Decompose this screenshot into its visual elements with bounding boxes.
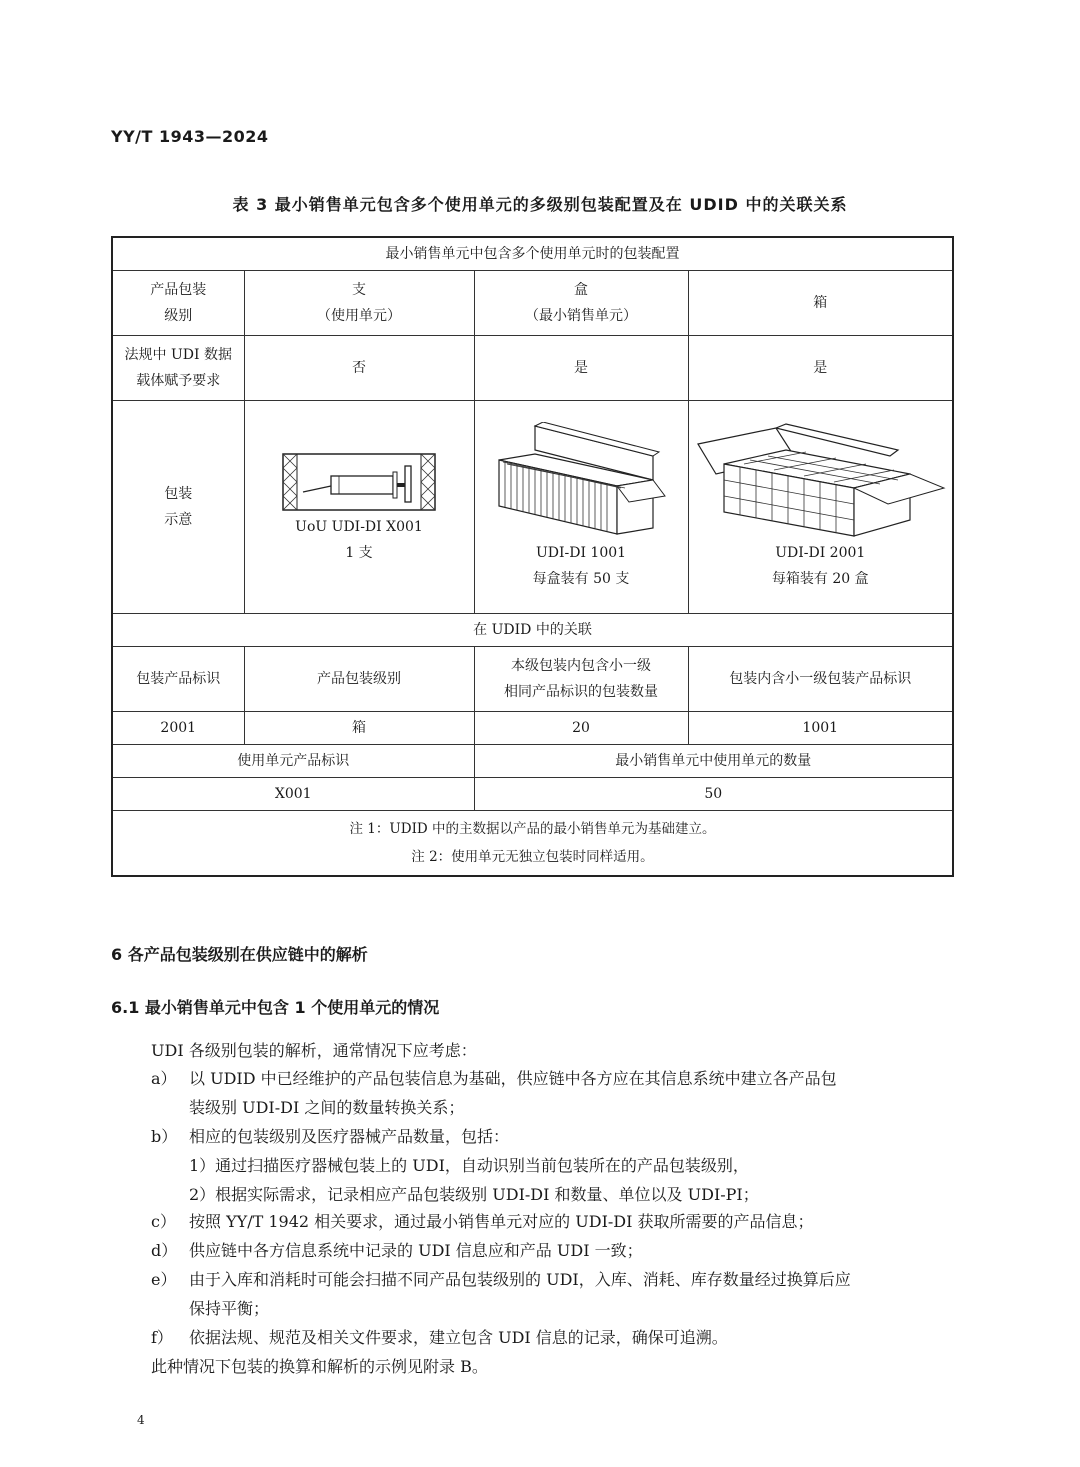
note-1: 注 1：UDID 中的主数据以产品的最小销售单元为基础建立。 xyxy=(349,821,716,837)
use-header-count: 最小销售单元中使用单元的数量 xyxy=(474,745,953,778)
syringe-package-icon xyxy=(279,448,439,514)
illus-caption-box-2: 每盒装有 50 支 xyxy=(532,571,630,587)
use-header-id: 使用单元产品标识 xyxy=(112,745,474,778)
list-item-b: b） 相应的包装级别及医疗器械产品数量，包括： 1）通过扫描医疗器械包装上的 UDI，自动识别当前包装所在的产品包装级别， 2）根据实际需求，记录相应产品包装级别 UDI-DI 和数量、单位以及 UDI-PI； xyxy=(151,1127,759,1204)
carrier-value-case: 是 xyxy=(688,336,953,401)
section-closing: 此种情况下包装的换算和解析的示例见附录 B。 xyxy=(151,1357,488,1376)
illus-caption-case-1: UDI-DI 2001 xyxy=(775,545,866,561)
assoc-value-pid: 2001 xyxy=(112,712,244,745)
section-6-1-title: 6.1 最小销售单元中包含 1 个使用单元的情况 xyxy=(111,998,440,1017)
level-case: 箱 xyxy=(688,271,953,336)
packaging-table xyxy=(111,236,954,877)
box-package-icon xyxy=(493,422,669,540)
config-title: 最小销售单元中包含多个使用单元时的包装配置 xyxy=(112,237,953,271)
table-notes xyxy=(112,811,953,877)
section-6-title: 6 各产品包装级别在供应链中的解析 xyxy=(111,945,368,964)
carrier-value-unit: 否 xyxy=(244,336,474,401)
illus-caption-box-1: UDI-DI 1001 xyxy=(535,545,627,561)
assoc-header-qty: 本级包装内包含小一级 相同产品标识的包装数量 xyxy=(474,647,688,712)
list-item-a: a） 以 UDID 中已经维护的产品包装信息为基础，供应链中各方应在其信息系统中建立各产品包 装级别 UDI-DI 之间的数量转换关系； xyxy=(151,1069,837,1117)
level-label: 产品包装 级别 xyxy=(112,271,244,336)
assoc-value-child: 1001 xyxy=(688,712,953,745)
list-item-f: f） 依据法规、规范及相关文件要求，建立包含 UDI 信息的记录，确保可追溯。 xyxy=(151,1328,728,1347)
illus-case-cell xyxy=(688,401,953,614)
section-intro: UDI 各级别包装的解析，通常情况下应考虑： xyxy=(151,1041,477,1060)
assoc-header-child: 包装内含小一级包装产品标识 xyxy=(688,647,953,712)
level-box: 盒 （最小销售单元） xyxy=(474,271,688,336)
illus-caption-unit-1: UoU UDI-DI X001 xyxy=(295,519,423,535)
illus-caption-case-2: 每箱装有 20 盒 xyxy=(771,571,869,587)
carrier-label: 法规中 UDI 数据 载体赋予要求 xyxy=(112,336,244,401)
assoc-header-pid: 包装产品标识 xyxy=(112,647,244,712)
assoc-title: 在 UDID 中的关联 xyxy=(112,614,953,647)
note-2: 注 2：使用单元无独立包装时同样适用。 xyxy=(411,849,654,865)
illus-caption-unit-2: 1 支 xyxy=(345,545,373,561)
standard-code: YY/T 1943—2024 xyxy=(111,127,269,146)
list-item-c: c） 按照 YY/T 1942 相关要求，通过最小销售单元对应的 UDI-DI 获取所需要的产品信息； xyxy=(151,1212,814,1231)
level-unit: 支 （使用单元） xyxy=(244,271,474,336)
list-item-d: d） 供应链中各方信息系统中记录的 UDI 信息应和产品 UDI 一致； xyxy=(151,1241,643,1260)
illus-label: 包装 示意 xyxy=(112,401,244,614)
assoc-value-qty: 20 xyxy=(474,712,688,745)
assoc-header-level: 产品包装级别 xyxy=(244,647,474,712)
case-package-icon xyxy=(694,422,946,540)
list-item-e: e） 由于入库和消耗时可能会扫描不同产品包装级别的 UDI，入库、消耗、库存数量经过换算后应 保持平衡； xyxy=(151,1270,851,1318)
illus-box-cell xyxy=(474,401,688,614)
illus-syringe-cell xyxy=(244,401,474,614)
page-number: 4 xyxy=(137,1413,145,1427)
carrier-value-box: 是 xyxy=(474,336,688,401)
use-value-id: X001 xyxy=(112,778,474,811)
table-caption: 表 3 最小销售单元包含多个使用单元的多级别包装配置及在 UDID 中的关联关系 xyxy=(232,195,848,214)
assoc-value-level: 箱 xyxy=(244,712,474,745)
use-value-count: 50 xyxy=(474,778,953,811)
